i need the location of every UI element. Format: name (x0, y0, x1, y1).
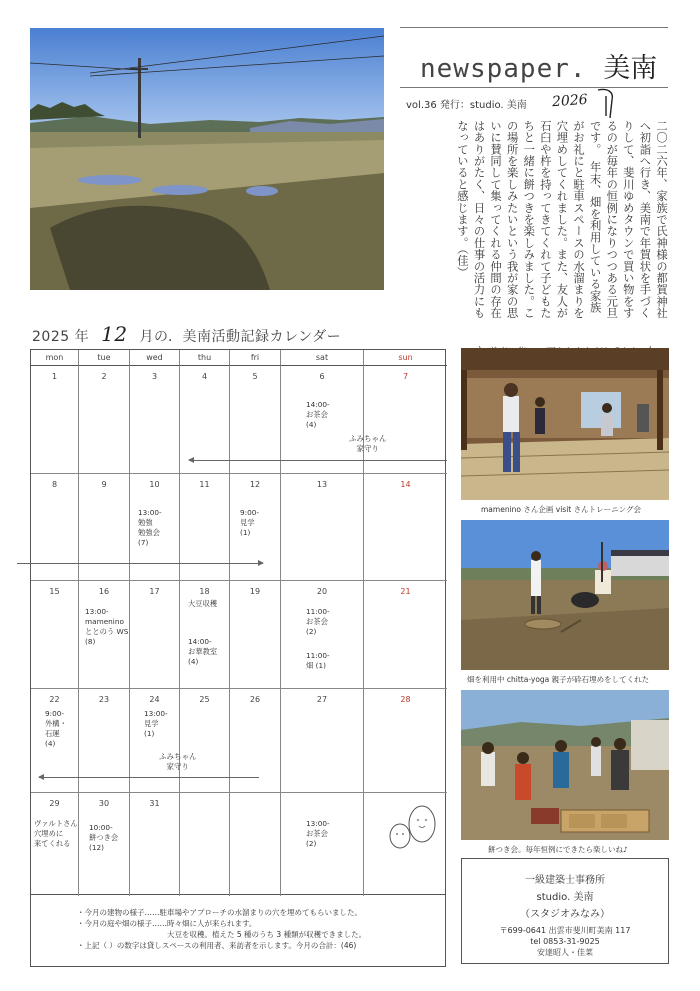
day-cell (281, 366, 364, 474)
monthly-notes (30, 895, 446, 967)
day-number: 9 (101, 480, 107, 489)
day-cell (180, 581, 230, 689)
weekday-wed: wed (130, 350, 180, 366)
title-latin: newspaper. (420, 54, 587, 84)
day-cell (31, 793, 79, 896)
day-cell (79, 581, 130, 689)
photo-mochitsuki (461, 690, 669, 840)
calendar-month-handwritten: 12 (101, 322, 128, 346)
weekday-sun: sun (364, 350, 447, 366)
event-entry: 13:00- お茶会 (2) (306, 819, 330, 848)
day-number: 26 (249, 695, 261, 704)
office-names: 安達昭人・佳菜 (537, 948, 593, 957)
calendar-title (32, 322, 341, 346)
day-number: 22 (49, 695, 60, 704)
event-entry: 13:00- 勉強 勉強会 (7) (138, 508, 162, 547)
photo-caption: 畑を利用中 chitta-yoga 親子が砕石埋めをしてくれた (467, 675, 650, 684)
day-number: 5 (252, 372, 258, 381)
calendar-title-rest: 月の．美南活動記録カレンダー (139, 329, 342, 345)
photo-field-work (461, 520, 669, 670)
day-cell (230, 474, 281, 581)
handwritten-mark-icon (592, 86, 622, 122)
event-entry: 14:00- お茶会 (4) (306, 400, 330, 429)
day-number: 6 (319, 372, 325, 381)
day-cell (130, 793, 180, 896)
note-line: ・今月の建物の様子……駐車場やアプローチの水溜まりの穴を埋めてもらいました。 (77, 908, 362, 917)
day-number: 2 (101, 372, 107, 381)
day-cell (364, 581, 447, 689)
day-number: 24 (149, 695, 160, 704)
day-number: 25 (199, 695, 210, 704)
article-text: 二〇二六年、家族で氏神様の都賀神社へ初詣へ行き、美南で年賀状を手づくりして、斐川ゆめタウンで買い物をするのが毎年の恒例になりつつある元旦です。 年末、畑を利用している家族がお礼にと駐車スペースの水溜まりを穴埋めしてくれました。また、友人が石臼や杵を持ってきてくれて子どもたちと一緒に餅つきを楽しみました。この場所を楽しみたいという我が家の思いに賛同して集ってくれる仲間の存在はありがたく、日々の仕事の活力にもなっていると感じます。（佳） (455, 120, 668, 319)
day-number: 8 (51, 480, 58, 489)
day-cell (364, 689, 447, 793)
day-cell (281, 581, 364, 689)
office-address: 〒699-0641 出雲市斐川町美南 117 (499, 926, 631, 935)
day-cell (180, 793, 230, 896)
day-number: 20 (316, 587, 328, 596)
day-cell (31, 581, 79, 689)
day-number: 19 (249, 587, 261, 596)
event-entry: 大豆収穫 (188, 599, 218, 608)
day-number: 30 (98, 799, 110, 808)
day-cell (79, 366, 130, 474)
day-number: 14 (400, 480, 411, 489)
masthead-rule-bottom (400, 87, 668, 88)
day-number: 17 (149, 587, 160, 596)
event-entry: 13:00- mamenino ととのう WS (8) (85, 607, 129, 646)
arrow-line (39, 777, 259, 778)
office-info-box (461, 858, 669, 964)
cover-photo-field (30, 28, 384, 290)
day-number: 16 (98, 587, 110, 596)
arrow-line (189, 460, 447, 461)
day-cell (79, 474, 130, 581)
day-number: 29 (49, 799, 60, 808)
note-line: ・上記（ ）の数字は貸しスペースの利用者、来訪者を示します。今月の合計：(46) (77, 941, 357, 950)
day-number: 27 (316, 695, 328, 704)
masthead-rule-top (400, 27, 668, 28)
day-cell (281, 689, 364, 793)
day-number: 7 (402, 372, 409, 381)
event-entry: 13:00- 見学 (1) (144, 709, 168, 738)
photo-caption: mamenino さん企画 visit さんトレーニング会 (481, 505, 641, 514)
event-entry: 9:00- 見学 (1) (240, 508, 260, 537)
weekday-tue: tue (79, 350, 130, 366)
day-cell (130, 366, 180, 474)
day-number: 21 (400, 587, 411, 596)
event-entry: ヴァルトさん 穴埋めに 来てくれる (34, 819, 78, 848)
title-jp: 美南 (603, 53, 658, 84)
bean-character-icon (386, 802, 438, 852)
day-number: 3 (151, 372, 158, 381)
event-entry: 14:00- お華教室 (4) (188, 637, 218, 666)
weekday-sat: sat (281, 350, 364, 366)
office-name: studio. 美南 (536, 892, 594, 903)
day-number: 11 (199, 480, 210, 489)
multi-day-label: ふみちゃん 家守り (159, 752, 197, 771)
day-cell (281, 474, 364, 581)
day-number: 10 (149, 480, 160, 489)
day-cell (230, 793, 281, 896)
newspaper-title (420, 46, 657, 85)
day-number: 1 (51, 372, 58, 381)
day-number: 15 (49, 587, 60, 596)
day-cell (281, 793, 364, 896)
day-cell (230, 366, 281, 474)
note-line: 大豆を収穫。植えた 5 種のうち 3 種類が収穫できました。 (77, 930, 367, 939)
activity-calendar (30, 349, 446, 895)
day-number: 4 (201, 372, 208, 381)
photo-caption: 餅つき会。毎年恒例にできたら楽しいね♪ (488, 845, 628, 854)
weekday-thu: thu (180, 350, 230, 366)
arrow-line (17, 563, 263, 564)
day-number: 28 (400, 695, 411, 704)
weekday-fri: fri (230, 350, 281, 366)
day-number: 18 (199, 587, 210, 596)
day-number: 12 (249, 480, 261, 489)
photo-training (461, 348, 669, 500)
event-entry: 11:00- お茶会 (2) (306, 607, 330, 636)
day-cell (130, 581, 180, 689)
day-cell (230, 581, 281, 689)
day-number: 13 (316, 480, 328, 489)
issue-info: vol.36 発行：studio. 美南 (406, 100, 527, 111)
office-reading: （スタジオみなみ） (520, 909, 610, 920)
day-number: 31 (149, 799, 160, 808)
day-cell (31, 474, 79, 581)
day-cell (364, 366, 447, 474)
event-entry: 9:00- 外構・ 石運 (4) (45, 709, 67, 748)
multi-day-label: ふみちゃん 家守り (349, 434, 387, 453)
event-entry: 10:00- 餅つき会 (12) (89, 823, 119, 852)
handwritten-year: 2026 (551, 91, 589, 111)
day-cell (180, 474, 230, 581)
day-cell (364, 474, 447, 581)
event-entry: 11:00- 畑 (1) (306, 651, 330, 670)
day-cell (79, 793, 130, 896)
day-cell (31, 366, 79, 474)
day-number: 23 (98, 695, 110, 704)
office-type: 一級建築士事務所 (525, 875, 605, 886)
weekday-mon: mon (31, 350, 79, 366)
calendar-title-year: 2025 年 (32, 329, 90, 345)
note-line: ・今月の庭や畑の様子……時々畑に人が来られます。 (77, 919, 257, 928)
office-phone: tel 0853-31-9025 (530, 937, 600, 946)
day-cell (130, 474, 180, 581)
